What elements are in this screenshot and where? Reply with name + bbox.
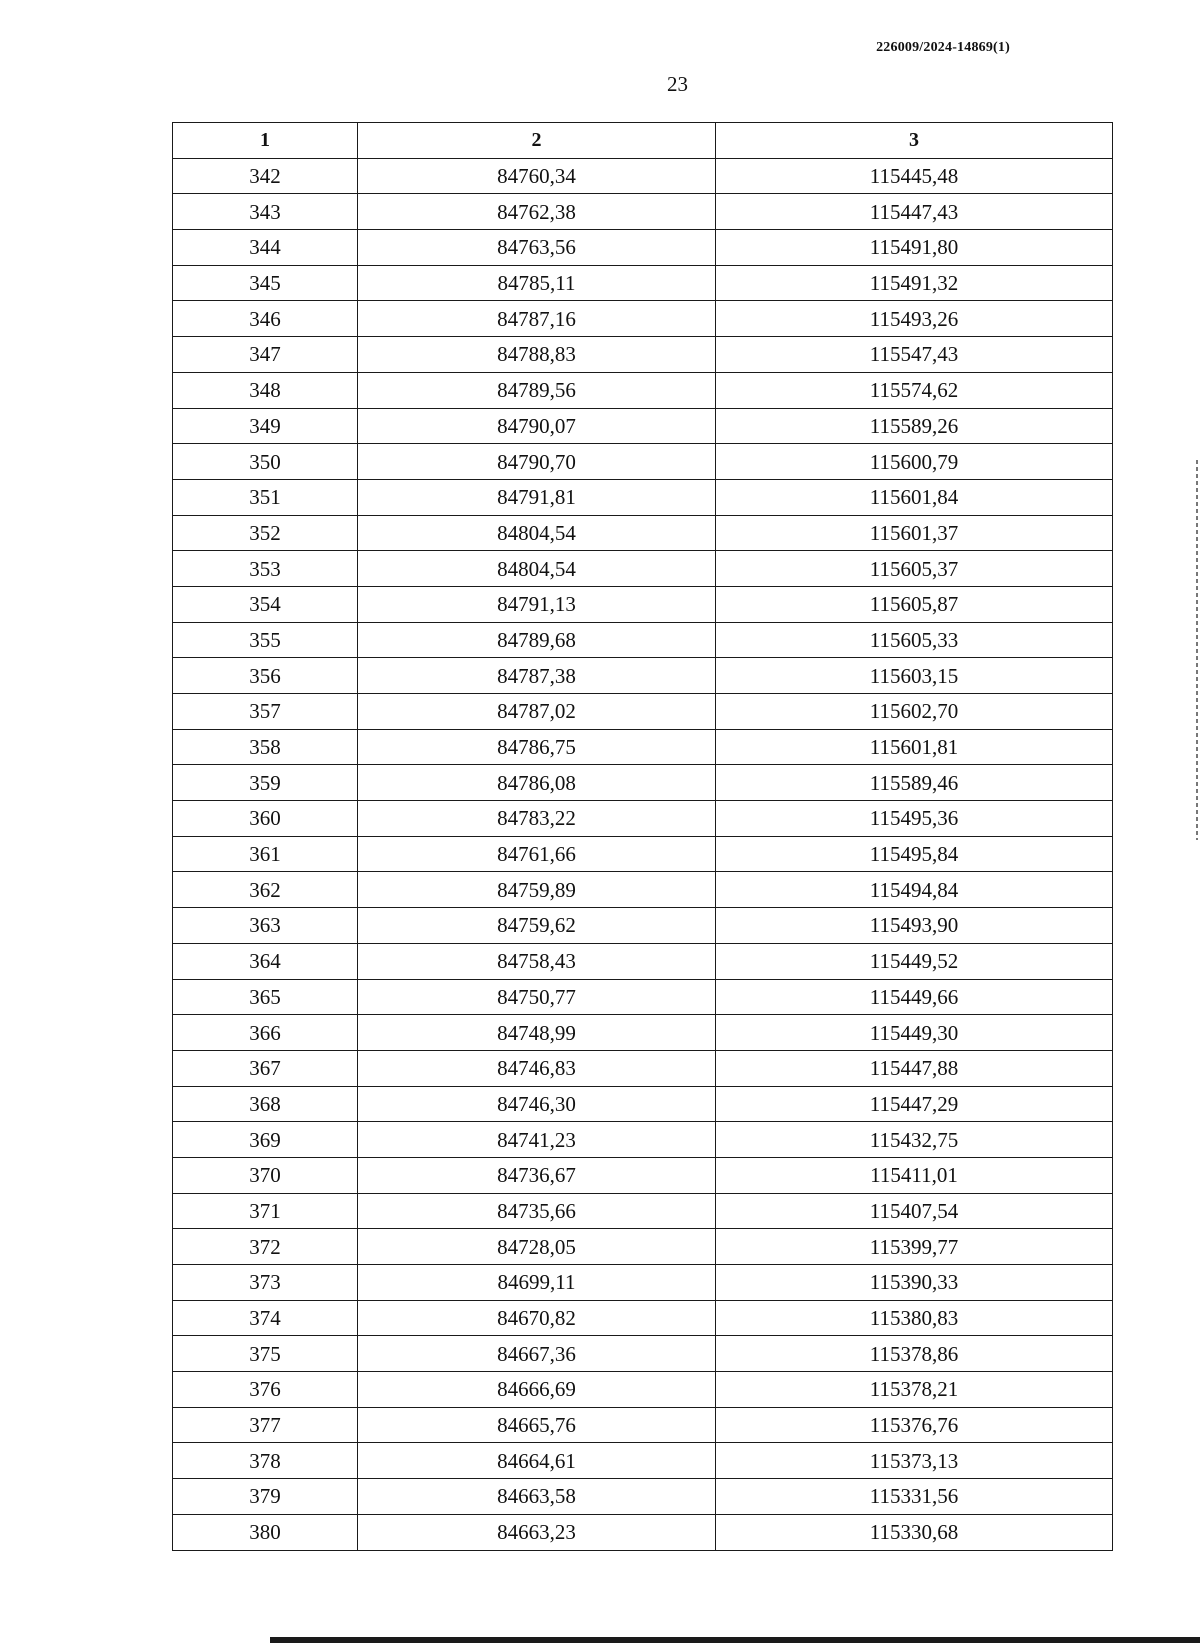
scan-edge-mark	[1196, 460, 1198, 840]
column-header-3: 3	[716, 123, 1113, 159]
x-coordinate-cell: 84728,05	[358, 1229, 716, 1265]
x-coordinate-cell: 84664,61	[358, 1443, 716, 1479]
y-coordinate-cell: 115601,81	[716, 729, 1113, 765]
x-coordinate-cell: 84759,62	[358, 908, 716, 944]
point-number-cell: 357	[173, 694, 358, 730]
point-number-cell: 367	[173, 1050, 358, 1086]
y-coordinate-cell: 115380,83	[716, 1300, 1113, 1336]
x-coordinate-cell: 84788,83	[358, 337, 716, 373]
point-number-cell: 350	[173, 444, 358, 480]
table-row	[173, 622, 1113, 658]
y-coordinate-cell: 115331,56	[716, 1479, 1113, 1515]
point-number-cell: 355	[173, 622, 358, 658]
x-coordinate-cell: 84763,56	[358, 230, 716, 266]
point-number-cell: 380	[173, 1514, 358, 1550]
point-number-cell: 347	[173, 337, 358, 373]
table-row	[173, 1015, 1113, 1051]
y-coordinate-cell: 115449,30	[716, 1015, 1113, 1051]
table-row	[173, 1050, 1113, 1086]
point-number-cell: 361	[173, 836, 358, 872]
table-row	[173, 1229, 1113, 1265]
point-number-cell: 377	[173, 1407, 358, 1443]
point-number-cell: 343	[173, 194, 358, 230]
x-coordinate-cell: 84735,66	[358, 1193, 716, 1229]
y-coordinate-cell: 115589,26	[716, 408, 1113, 444]
table-row	[173, 1157, 1113, 1193]
column-header-2: 2	[358, 123, 716, 159]
point-number-cell: 345	[173, 265, 358, 301]
x-coordinate-cell: 84760,34	[358, 158, 716, 194]
x-coordinate-cell: 84785,11	[358, 265, 716, 301]
point-number-cell: 370	[173, 1157, 358, 1193]
y-coordinate-cell: 115378,86	[716, 1336, 1113, 1372]
x-coordinate-cell: 84746,30	[358, 1086, 716, 1122]
x-coordinate-cell: 84663,23	[358, 1514, 716, 1550]
x-coordinate-cell: 84665,76	[358, 1407, 716, 1443]
table-row	[173, 943, 1113, 979]
x-coordinate-cell: 84666,69	[358, 1372, 716, 1408]
y-coordinate-cell: 115407,54	[716, 1193, 1113, 1229]
table-row	[173, 908, 1113, 944]
point-number-cell: 359	[173, 765, 358, 801]
x-coordinate-cell: 84791,81	[358, 479, 716, 515]
point-number-cell: 373	[173, 1265, 358, 1301]
x-coordinate-cell: 84790,07	[358, 408, 716, 444]
table-row	[173, 1336, 1113, 1372]
x-coordinate-cell: 84804,54	[358, 515, 716, 551]
table-row	[173, 658, 1113, 694]
y-coordinate-cell: 115432,75	[716, 1122, 1113, 1158]
point-number-cell: 368	[173, 1086, 358, 1122]
y-coordinate-cell: 115330,68	[716, 1514, 1113, 1550]
y-coordinate-cell: 115600,79	[716, 444, 1113, 480]
table-row	[173, 1479, 1113, 1515]
y-coordinate-cell: 115601,84	[716, 479, 1113, 515]
y-coordinate-cell: 115495,36	[716, 801, 1113, 837]
table-header	[173, 123, 1113, 159]
page-number: 23	[667, 72, 688, 96]
y-coordinate-cell: 115399,77	[716, 1229, 1113, 1265]
y-coordinate-cell: 115411,01	[716, 1157, 1113, 1193]
y-coordinate-cell: 115495,84	[716, 836, 1113, 872]
point-number-cell: 369	[173, 1122, 358, 1158]
document-number: 226009/2024-14869(1)	[876, 40, 1010, 55]
point-number-cell: 363	[173, 908, 358, 944]
x-coordinate-cell: 84787,02	[358, 694, 716, 730]
table-row	[173, 1443, 1113, 1479]
point-number-cell: 352	[173, 515, 358, 551]
point-number-cell: 351	[173, 479, 358, 515]
table-row	[173, 801, 1113, 837]
table-row	[173, 265, 1113, 301]
y-coordinate-cell: 115589,46	[716, 765, 1113, 801]
x-coordinate-cell: 84670,82	[358, 1300, 716, 1336]
point-number-cell: 344	[173, 230, 358, 266]
point-number-cell: 376	[173, 1372, 358, 1408]
table-row	[173, 551, 1113, 587]
table-row	[173, 372, 1113, 408]
table-row	[173, 230, 1113, 266]
table-row	[173, 729, 1113, 765]
point-number-cell: 342	[173, 158, 358, 194]
point-number-cell: 375	[173, 1336, 358, 1372]
table-row	[173, 694, 1113, 730]
x-coordinate-cell: 84786,75	[358, 729, 716, 765]
table-row	[173, 194, 1113, 230]
table-row	[173, 158, 1113, 194]
y-coordinate-cell: 115491,80	[716, 230, 1113, 266]
x-coordinate-cell: 84787,16	[358, 301, 716, 337]
y-coordinate-cell: 115605,33	[716, 622, 1113, 658]
table-row	[173, 444, 1113, 480]
point-number-cell: 353	[173, 551, 358, 587]
table-body	[173, 158, 1113, 1550]
table-row	[173, 1514, 1113, 1550]
table-row	[173, 1407, 1113, 1443]
x-coordinate-cell: 84790,70	[358, 444, 716, 480]
y-coordinate-cell: 115449,66	[716, 979, 1113, 1015]
x-coordinate-cell: 84787,38	[358, 658, 716, 694]
y-coordinate-cell: 115447,88	[716, 1050, 1113, 1086]
point-number-cell: 349	[173, 408, 358, 444]
y-coordinate-cell: 115601,37	[716, 515, 1113, 551]
x-coordinate-cell: 84663,58	[358, 1479, 716, 1515]
point-number-cell: 358	[173, 729, 358, 765]
table-row	[173, 1372, 1113, 1408]
table-row	[173, 408, 1113, 444]
column-header-1: 1	[173, 123, 358, 159]
y-coordinate-cell: 115602,70	[716, 694, 1113, 730]
point-number-cell: 379	[173, 1479, 358, 1515]
x-coordinate-cell: 84761,66	[358, 836, 716, 872]
header-row	[173, 123, 1113, 159]
x-coordinate-cell: 84783,22	[358, 801, 716, 837]
table-row	[173, 337, 1113, 373]
y-coordinate-cell: 115373,13	[716, 1443, 1113, 1479]
table-row	[173, 765, 1113, 801]
x-coordinate-cell: 84741,23	[358, 1122, 716, 1158]
point-number-cell: 378	[173, 1443, 358, 1479]
y-coordinate-cell: 115491,32	[716, 265, 1113, 301]
point-number-cell: 366	[173, 1015, 358, 1051]
point-number-cell: 354	[173, 586, 358, 622]
y-coordinate-cell: 115390,33	[716, 1265, 1113, 1301]
table-row	[173, 1122, 1113, 1158]
x-coordinate-cell: 84762,38	[358, 194, 716, 230]
x-coordinate-cell: 84748,99	[358, 1015, 716, 1051]
x-coordinate-cell: 84667,36	[358, 1336, 716, 1372]
point-number-cell: 364	[173, 943, 358, 979]
y-coordinate-cell: 115449,52	[716, 943, 1113, 979]
table-row	[173, 836, 1113, 872]
x-coordinate-cell: 84789,56	[358, 372, 716, 408]
point-number-cell: 371	[173, 1193, 358, 1229]
table-row	[173, 979, 1113, 1015]
x-coordinate-cell: 84759,89	[358, 872, 716, 908]
y-coordinate-cell: 115494,84	[716, 872, 1113, 908]
y-coordinate-cell: 115605,37	[716, 551, 1113, 587]
point-number-cell: 356	[173, 658, 358, 694]
y-coordinate-cell: 115447,43	[716, 194, 1113, 230]
table-row	[173, 515, 1113, 551]
x-coordinate-cell: 84758,43	[358, 943, 716, 979]
table-row	[173, 1193, 1113, 1229]
x-coordinate-cell: 84791,13	[358, 586, 716, 622]
point-number-cell: 360	[173, 801, 358, 837]
table-row	[173, 479, 1113, 515]
point-number-cell: 374	[173, 1300, 358, 1336]
y-coordinate-cell: 115493,90	[716, 908, 1113, 944]
y-coordinate-cell: 115447,29	[716, 1086, 1113, 1122]
y-coordinate-cell: 115378,21	[716, 1372, 1113, 1408]
x-coordinate-cell: 84789,68	[358, 622, 716, 658]
x-coordinate-cell: 84746,83	[358, 1050, 716, 1086]
x-coordinate-cell: 84736,67	[358, 1157, 716, 1193]
y-coordinate-cell: 115603,15	[716, 658, 1113, 694]
y-coordinate-cell: 115605,87	[716, 586, 1113, 622]
point-number-cell: 348	[173, 372, 358, 408]
table-row	[173, 301, 1113, 337]
table-row	[173, 586, 1113, 622]
y-coordinate-cell: 115445,48	[716, 158, 1113, 194]
y-coordinate-cell: 115574,62	[716, 372, 1113, 408]
y-coordinate-cell: 115547,43	[716, 337, 1113, 373]
point-number-cell: 372	[173, 1229, 358, 1265]
table-row	[173, 1300, 1113, 1336]
table-row	[173, 1265, 1113, 1301]
x-coordinate-cell: 84750,77	[358, 979, 716, 1015]
x-coordinate-cell: 84699,11	[358, 1265, 716, 1301]
scan-bottom-bar	[270, 1637, 1200, 1643]
y-coordinate-cell: 115493,26	[716, 301, 1113, 337]
y-coordinate-cell: 115376,76	[716, 1407, 1113, 1443]
point-number-cell: 346	[173, 301, 358, 337]
table-row	[173, 1086, 1113, 1122]
x-coordinate-cell: 84804,54	[358, 551, 716, 587]
coordinates-table	[172, 122, 1113, 1551]
x-coordinate-cell: 84786,08	[358, 765, 716, 801]
point-number-cell: 362	[173, 872, 358, 908]
table-row	[173, 872, 1113, 908]
point-number-cell: 365	[173, 979, 358, 1015]
